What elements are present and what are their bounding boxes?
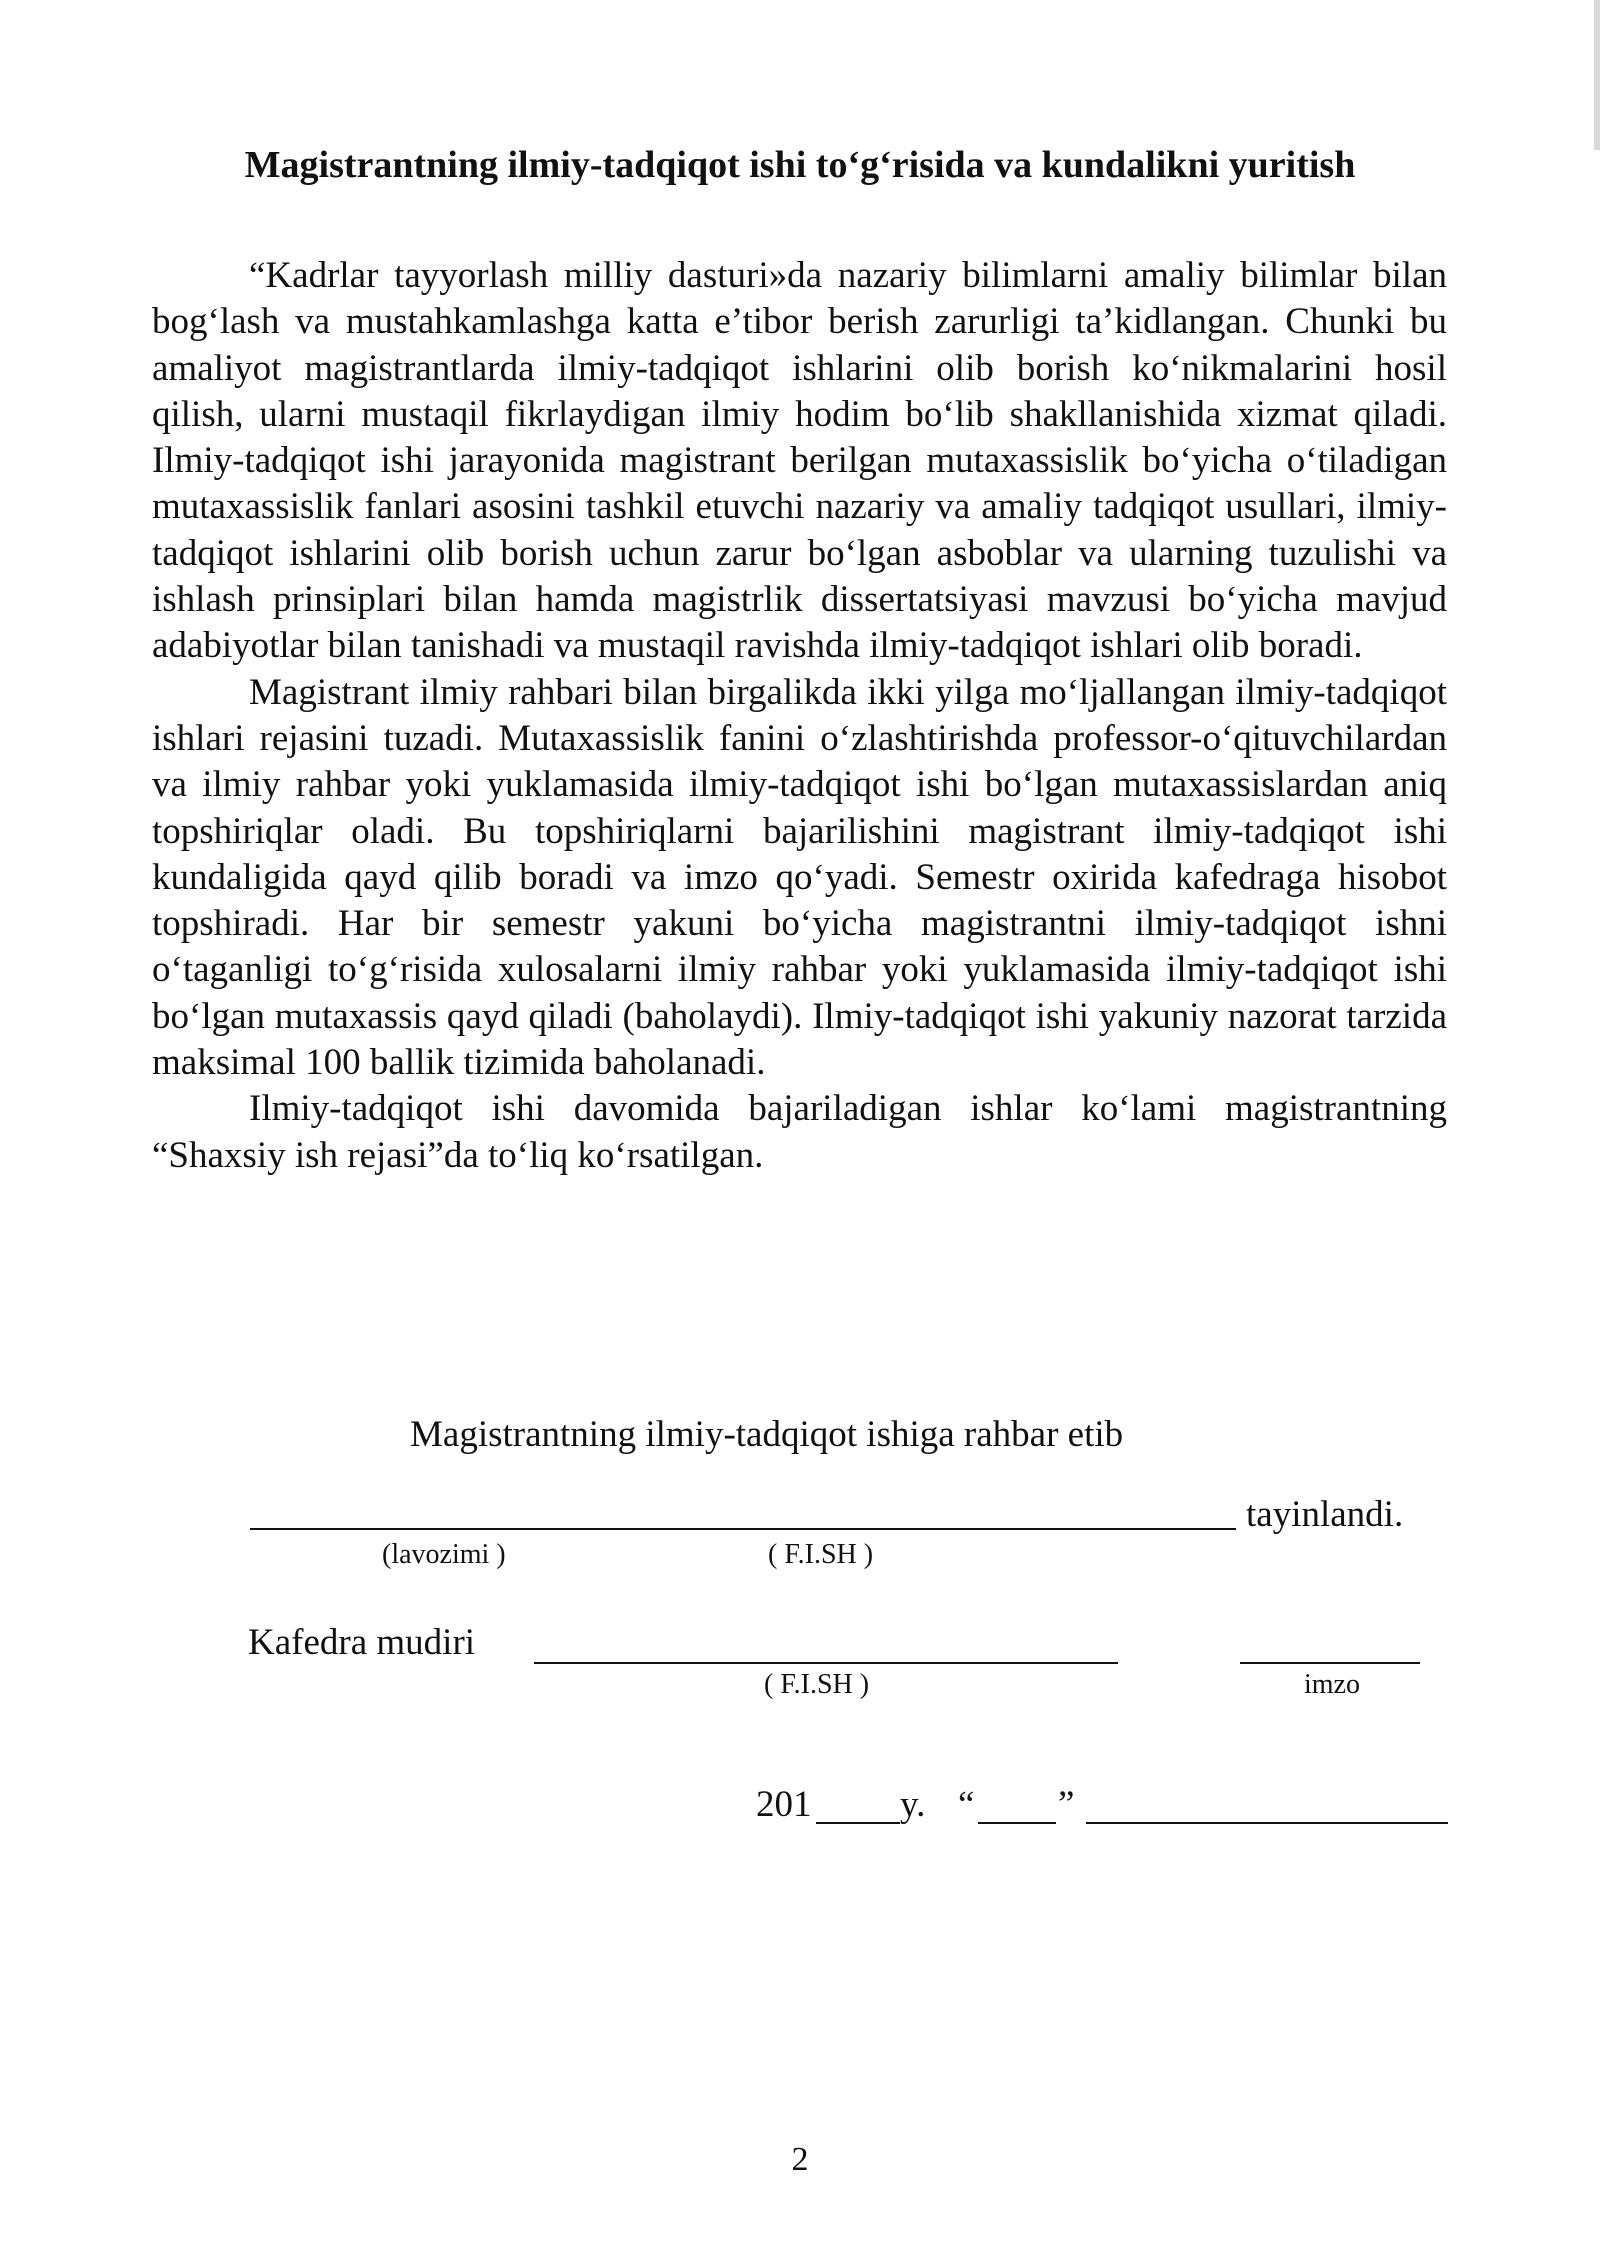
caption-signature: imzo: [1304, 1669, 1360, 1700]
date-quote-close: ”: [1058, 1784, 1075, 1825]
supervisor-fill-line[interactable]: [250, 1528, 1236, 1530]
paragraph-3: Ilmiy-tadqiqot ishi davomida bajariladigan ishlar ko‘lami magistrantning “Shaxsiy ish rejasi”da to‘liq ko‘rsatilgan.: [152, 1088, 1447, 1176]
head-signature-fill-line[interactable]: [1240, 1662, 1420, 1664]
head-fish-fill-line[interactable]: [534, 1662, 1118, 1664]
page-edge-shadow: [1594, 0, 1600, 150]
document-title: Magistrantning ilmiy-tadqiqot ishi to‘g‘risida va kundalikni yuritish: [244, 144, 1356, 186]
date-day-fill-line[interactable]: [978, 1822, 1056, 1824]
assigned-word: tayinlandi.: [1246, 1494, 1404, 1535]
document-body: [152, 253, 1447, 1179]
assignment-heading: Magistrantning ilmiy-tadqiqot ishiga rahbar etib: [410, 1414, 1124, 1455]
head-of-department-label: Kafedra mudiri: [248, 1622, 476, 1663]
paragraph-2: Magistrant ilmiy rahbari bilan birgalikda ikki yilga mo‘ljallangan ilmiy-tadqiqot ishlari rejasini tuzadi. Mutaxassislik fanini o‘zlashtirishda professor-o‘qituvchilardan va ilmiy rahbar yoki yuklamasida ilmiy-tadqiqot ishi bo‘lgan mutaxassislardan aniq topshiriqlar oladi. Bu topshiriqlarni bajarilishini magistrant ilmiy-tadqiqot ishi kundaligida qayd qilib boradi va imzo qo‘yadi. Semestr oxirida kafedraga hisobot topshiradi. Har bir semestr yakuni bo‘yicha magistrantni ilmiy-tadqiqot ishni o‘taganligi to‘g‘risida xulosalarni ilmiy rahbar yoki yuklamasida ilmiy-tadqiqot ishi bo‘lgan mutaxassis qayd qiladi (baholaydi). Ilmiy-tadqiqot ishi yakuniy nazorat tarzida maksimal 100 ballik tizimida baholanadi.: [152, 671, 1447, 1084]
page-number: 2: [791, 2141, 809, 2178]
caption-position: (lavozimi ): [382, 1539, 506, 1570]
date-year-suffix: y.: [900, 1784, 926, 1825]
caption-fish-head: ( F.I.SH ): [764, 1669, 870, 1700]
date-year-fill-line[interactable]: [816, 1822, 900, 1824]
date-month-fill-line[interactable]: [1086, 1822, 1448, 1824]
paragraph-1: “Kadrlar tayyorlash milliy dasturi»da nazariy bilimlarni amaliy bilimlar bilan bog‘lash va mustahkamlashga katta e’tibor berish zarurligi ta’kidlangan. Chunki bu amaliyot magistrantlarda ilmiy-tadqiqot ishlarini olib borish ko‘nikmalarini hosil qilish, ularni mustaqil fikrlaydigan ilmiy hodim bo‘lib shakllanishida xizmat qiladi. Ilmiy-tadqiqot ishi jarayonida magistrant berilgan mutaxassislik bo‘yicha o‘tiladigan mutaxassislik fanlari asosini tashkil etuvchi nazariy va amaliy tadqiqot usullari, ilmiy-tadqiqot ishlarini olib borish uchun zarur bo‘lgan asboblar va ularning tuzulishi va ishlash prinsiplari bilan hamda magistrlik dissertatsiyasi mavzusi bo‘yicha mavjud adabiyotlar bilan tanishadi va mustaqil ravishda ilmiy-tadqiqot ishlari olib boradi.: [152, 255, 1447, 667]
date-quote-open: “: [958, 1784, 975, 1825]
caption-fish-supervisor: ( F.I.SH ): [768, 1539, 874, 1570]
date-year-prefix: 201: [756, 1784, 812, 1825]
